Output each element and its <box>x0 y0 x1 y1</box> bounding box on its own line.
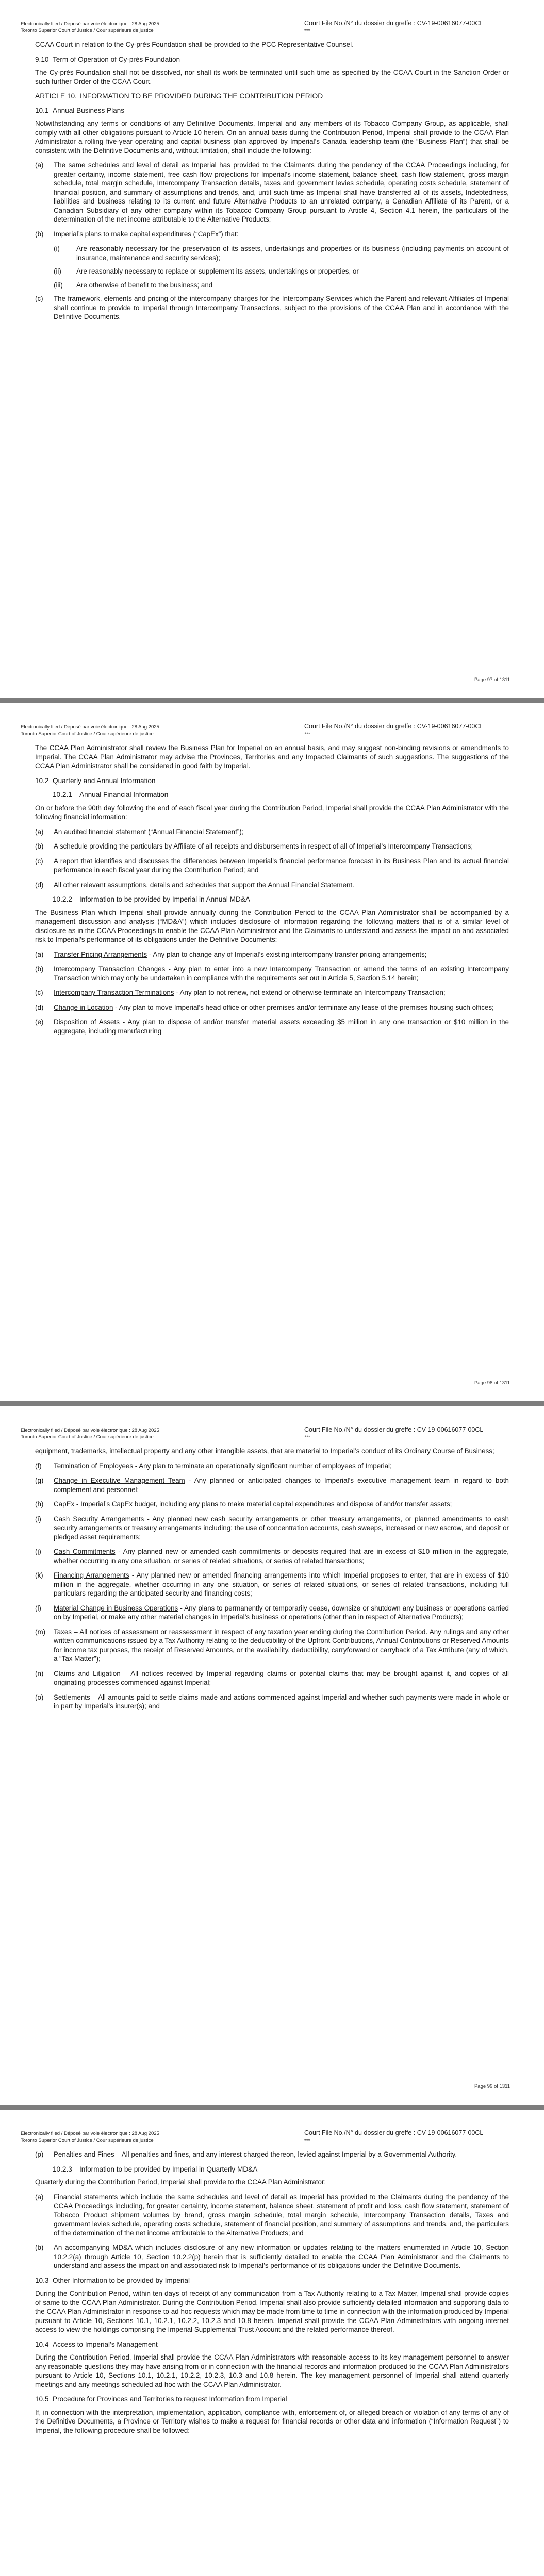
document-page-100 <box>0 2110 544 2576</box>
filing-stamp: Electronically filed / Déposé par voie électronique : 28 Aug 2025 Toronto Superior Court of Justice / Cour supérieure de justice <box>21 724 159 737</box>
list-item: (a) Financial statements which include the same schedules and level of detail as Imperial has provided to the Claimants during the pendency of the CCAA Proceedings including, for greater certainty, income statement, balance sheet, statement of profit and loss, cash flow statement, statement of Tobacco Product shipment volumes by brand, gross margin schedule, total margin schedule, Intercompany Transaction details, Taxes and government levies schedule, operating costs schedule, statement of financial position, and summary of assumptions and trends, and, the particulars of the determination of the net income attributable to the Alternative Products; and <box>35 2193 509 2237</box>
paragraph: The Cy-près Foundation shall not be dissolved, nor shall its work be terminated until such time as specified by the CCAA Court in the Sanction Order or such further Order of the CCAA Court. <box>35 69 509 86</box>
list-item: (h) CapEx - Imperial’s CapEx budget, including any plans to make material capital expenditures and dispose of and/or transfer assets; <box>35 1500 452 1508</box>
list-item: (n) Claims and Litigation – All notices received by Imperial regarding claims or potential claims that may be brought against it, and copies of all originating processes commenced against Imperial; <box>35 1669 509 1686</box>
list-item: (e) Disposition of Assets - Any plan to dispose of and/or transfer material assets exceeding $5 million in any one transaction or $10 million in the aggregate, including manufacturing <box>35 1018 509 1035</box>
list-item: (c) Intercompany Transaction Terminations - Any plan to not renew, not extend or otherwise terminate an Intercompany Transaction; <box>35 989 446 996</box>
list-item: (o) Settlements – All amounts paid to settle claims made and actions commenced against Imperial and whether such payments were made in whole or in part by Imperial’s insurer(s); and <box>35 1693 509 1710</box>
list-item: (c) A report that identifies and discusses the differences between Imperial’s financial performance forecast in its Business Plan and its actual financial performance in each fiscal year during the Contribution Period; and <box>35 857 509 874</box>
filing-stamp: Electronically filed / Déposé par voie électronique : 28 Aug 2025 Toronto Superior Court of Justice / Cour supérieure de justice <box>21 21 159 33</box>
list-item: (i) Cash Security Arrangements - Any planned new cash security arrangements or other treasury arrangements, or planned amendments to cash security arrangements or treasury arrangements including: the use of concentration accounts, cash sweeps, increased or new escrow, and deposit or pledged asset requirements; <box>35 1515 509 1541</box>
list-item: (ii) Are reasonably necessary to replace or supplement its assets, undertakings or properties, or <box>54 267 359 275</box>
list-item: (g) Change in Executive Management Team - Any planned or anticipated changes to Imperial’s executive management team in regard to both complement and personnel; <box>35 1477 509 1494</box>
list-item: (j) Cash Commitments - Any planned new or amended cash commitments or deposits required that are in excess of $10 million in the aggregate, whether occurring in any one situation, or series of related situations, or series of related transactions; <box>35 1548 509 1565</box>
paragraph: Quarterly during the Contribution Period, Imperial shall provide to the CCAA Plan Administrator: <box>35 2178 326 2186</box>
paragraph: The Business Plan which Imperial shall provide annually during the Contribution Period to the CCAA Plan Administrator shall be accompanied by a management discussion and analysis (“MD&A”) which includes disclosure of information regarding the following matters that is of a similar level of disclosure as in the CCAA Proceedings to enable the CCAA Plan Administrator and the Claimants to understand and assess the impact on and associated risk to Imperial’s performance of its obligations under the Definitive Documents: <box>35 908 509 943</box>
list-item: (d) Change in Location - Any plan to move Imperial’s head office or other premises and/or terminate any lease of the premises housing such offices; <box>35 1003 494 1011</box>
section-heading: 10.2 Quarterly and Annual Information <box>35 776 156 785</box>
paragraph: CCAA Court in relation to the Cy-près Foundation shall be provided to the PCC Representative Counsel. <box>35 41 354 48</box>
list-item: (a) Transfer Pricing Arrangements - Any plan to change any of Imperial’s existing intercompany transfer pricing arrangements; <box>35 950 427 958</box>
page-number: Page 99 of 1311 <box>474 2083 510 2089</box>
list-item: (a) The same schedules and level of detail as Imperial has provided to the Claimants during the pendency of the CCAA Proceedings including, for greater certainty, income statement, free cash flow projections for Imperial’s income statement, balance sheet, cash flow statement, gross margin schedule, total margin schedule, Intercompany Transaction details, taxes and government levies schedule, operating costs schedule, statement of financial position, and summary of assumptions and trends, and, until such time as Imperial shall have transferred all of its assets, Indebtedness, liabilities and business relating to its current and future Alternative Products to an unrelated company, a Canadian Affiliate of its Parent, or a Canadian Subsidiary of any other company within its Tobacco Company Group pursuant to Article 4, Section 4.1 herein, the particulars of the determination of the net income attributable to the Alternative Products; <box>35 161 509 223</box>
page-number: Page 97 of 1311 <box>474 677 510 683</box>
section-heading: 10.3 Other Information to be provided by Imperial <box>35 2276 190 2284</box>
list-item: (b) Imperial’s plans to make capital expenditures (“CapEx”) that: <box>35 230 239 238</box>
paragraph: The CCAA Plan Administrator shall review the Business Plan for Imperial on an annual basis, and may suggest non-binding revisions or amendments to Imperial. The CCAA Plan Administrator may advise the Provinces, Territories and any Impacted Claimants of such suggestions. The suggestions of the CCAA Plan Administrator shall be considered in good faith by Imperial. <box>35 744 509 770</box>
court-file-number: Court File No./N° du dossier du greffe : CV-19-00616077-00CL *** <box>304 1426 484 1440</box>
section-heading: 10.5 Procedure for Provinces and Territories to request Information from Imperial <box>35 2395 287 2403</box>
document-page-97 <box>0 0 544 698</box>
article-heading: ARTICLE 10. INFORMATION TO BE PROVIDED DURING THE CONTRIBUTION PERIOD <box>35 92 323 100</box>
court-file-number: Court File No./N° du dossier du greffe : CV-19-00616077-00CL *** <box>304 723 484 737</box>
list-item: (i) Are reasonably necessary for the preservation of its assets, undertakings and properties or its business (including payments on account of insurance, maintenance and security services); <box>54 245 509 262</box>
list-item: (f) Termination of Employees - Any plan to terminate an operationally significant number of employees of Imperial; <box>35 1462 392 1470</box>
subsection-heading: 10.2.1 Annual Financial Information <box>53 791 169 799</box>
page-number: Page 98 of 1311 <box>474 1380 510 1386</box>
list-item: (a) An audited financial statement (“Annual Financial Statement”); <box>35 827 244 836</box>
subsection-heading: 10.2.3 Information to be provided by Imperial in Quarterly MD&A <box>53 2165 258 2173</box>
section-heading: 10.1 Annual Business Plans <box>35 106 125 114</box>
paragraph: Notwithstanding any terms or conditions of any Definitive Documents, Imperial and any members of its Tobacco Company Group, as applicable, shall comply with all other obligations pursuant to Article 10 herein. On an annual basis during the Contribution Period, Imperial shall provide to the CCAA Plan Administrator a rolling five-year operating and capital business plan approved by Imperial’s Canada leadership team (the “Business Plan”) that shall be consistent with the Definitive Documents and, without limitation, shall include the following: <box>35 120 509 155</box>
paragraph: During the Contribution Period, within ten days of receipt of any communication from a Tax Authority relating to a Tax Matter, Imperial shall provide copies of same to the CCAA Plan Administrator. During the Contribution Period, Imperial shall also provide sufficiently detailed information and supporting data to the CCAA Plan Administrator in response to ad hoc requests which may be made from time to time in connection with the information produced by Imperial pursuant to Article 10, Sections 10.1, 10.2.1, 10.2.2, 10.2.3 and 10.8 herein. Imperial shall provide the CCAA Plan Administrators with ongoing internet access to view the holdings comprising the Imperial Supplemental Trust Account and the related performance thereof. <box>35 2290 509 2333</box>
court-file-number: Court File No./N° du dossier du greffe : CV-19-00616077-00CL *** <box>304 2129 484 2144</box>
paragraph: During the Contribution Period, Imperial shall provide the CCAA Plan Administrators with reasonable access to its key management personnel to answer any reasonable questions they may have arising from or in connection with the financial records and information produced to the CCAA Plan Administrators pursuant to Article 10, Sections 10.1, 10.2.1, 10.2.2, 10.2.3, 10.3 and 10.8 herein. The key management personnel of Imperial shall attend quarterly meetings and any meetings scheduled ad hoc with the CCAA Plan Administrator. <box>35 2353 509 2388</box>
list-item: (k) Financing Arrangements - Any planned new or amended financing arrangements into which Imperial proposes to enter, that are in excess of $10 million in the aggregate, whether occurring in any one situation, or series of related situations, or series of related transactions, including full particulars regarding the anticipated security and financing costs; <box>35 1571 509 1597</box>
section-heading: 10.4 Access to Imperial’s Management <box>35 2340 158 2348</box>
subsection-heading: 10.2.2 Information to be provided by Imperial in Annual MD&A <box>53 895 250 903</box>
list-item: (l) Material Change in Business Operations - Any plans to permanently or temporarily cease, downsize or shutdown any business or operations carried on by Imperial, or make any other material changes in Imperial’s business or operations (other than in respect of Alternative Products); <box>35 1604 509 1621</box>
filing-stamp: Electronically filed / Déposé par voie électronique : 28 Aug 2025 Toronto Superior Court of Justice / Cour supérieure de justice <box>21 2131 159 2143</box>
court-file-number: Court File No./N° du dossier du greffe : CV-19-00616077-00CL *** <box>304 20 484 34</box>
document-page-98 <box>0 703 544 1401</box>
list-item: (p) Penalties and Fines – All penalties and fines, and any interest charged thereon, levied against Imperial by a Governmental Authority. <box>35 2150 457 2158</box>
list-item: (d) All other relevant assumptions, details and schedules that support the Annual Financial Statement. <box>35 880 354 889</box>
list-item: (iii) Are otherwise of benefit to the business; and <box>54 281 213 289</box>
list-item: (b) A schedule providing the particulars by Affiliate of all receipts and disbursements in respect of all of Imperial’s Intercompany Transactions; <box>35 842 473 850</box>
filing-stamp: Electronically filed / Déposé par voie électronique : 28 Aug 2025 Toronto Superior Court of Justice / Cour supérieure de justice <box>21 1428 159 1440</box>
paragraph: On or before the 90th day following the end of each fiscal year during the Contribution Period, Imperial shall provide the CCAA Plan Administrator with the following financial information: <box>35 804 509 821</box>
section-heading: 9.10 Term of Operation of Cy-près Foundation <box>35 55 180 63</box>
document-page-99 <box>0 1406 544 2105</box>
paragraph: equipment, trademarks, intellectual property and any other intangible assets, that are material to Imperial’s conduct of its Ordinary Course of Business; <box>35 1447 494 1455</box>
paragraph: If, in connection with the interpretation, implementation, application, compliance with, enforcement of, or alleged breach or violation of any terms of any of the Definitive Documents, a Province or Territory wishes to make a request for financial records or other data and information (“Information Request”) to Imperial, the following procedure shall be followed: <box>35 2408 509 2434</box>
list-item: (b) An accompanying MD&A which includes disclosure of any new information or updates relating to the matters enumerated in Article 10, Section 10.2.2(a) through Article 10, Section 10.2.2(p) herein that is sufficiently detailed to enable the CCAA Plan Administrator and the Claimants to understand and assess the impact on and associated risk to Imperial’s performance of its obligations under the Definitive Documents. <box>35 2244 509 2269</box>
list-item: (b) Intercompany Transaction Changes - Any plan to enter into a new Intercompany Transaction or amend the terms of an existing Intercompany Transaction which may only be undertaken in compliance with the requirements set out in Article 5, Section 5.14 herein; <box>35 965 509 982</box>
list-item: (c) The framework, elements and pricing of the intercompany charges for the Intercompany Services which the Parent and relevant Affiliates of Imperial shall continue to provide to Imperial through Intercompany Transactions, subject to the provisions of the CCAA Plan and in accordance with the Definitive Documents. <box>35 295 509 320</box>
list-item: (m) Taxes – All notices of assessment or reassessment in respect of any taxation year ending during the Contribution Period. Any rulings and any other written communications issued by a Tax Authority relating to the deductibility of the Upfront Contributions, Annual Contributions or Reserved Amounts for income tax purposes, the receipt of Reserved Amounts, or the availability, deductibility, carryforward or carryback of a Tax Attribute (any of which, a “Tax Matter”); <box>35 1628 509 1663</box>
